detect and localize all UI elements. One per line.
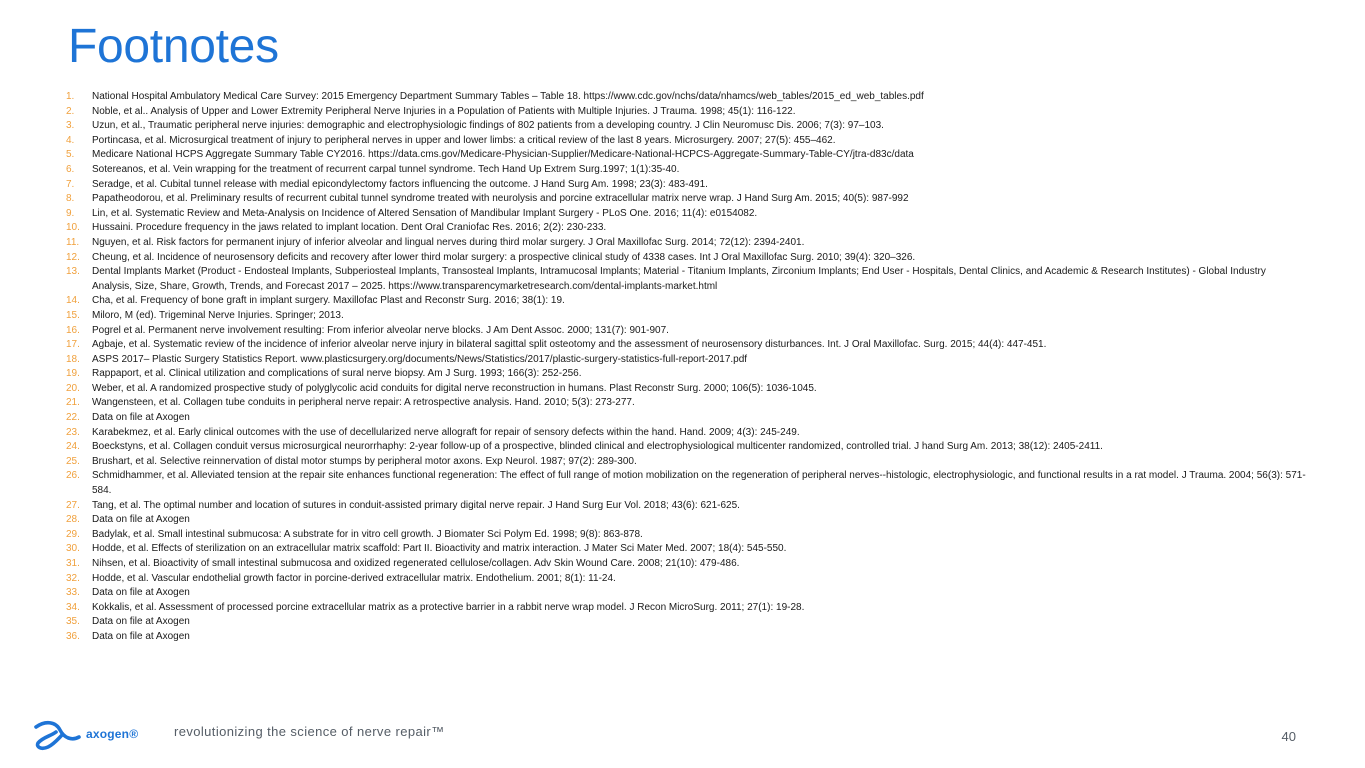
footnote-item <box>66 469 1306 498</box>
footnote-item <box>66 338 1306 353</box>
footnote-text: Hodde, et al. Vascular endothelial growth factor in porcine-derived extracellular matrix. Endothelium. 2001; 8(1): 11-24. <box>92 572 616 584</box>
footnote-number: 17. <box>66 339 80 351</box>
footnote-item <box>66 528 1306 543</box>
footnote-item <box>66 324 1306 339</box>
footnote-text: Data on file at Axogen <box>92 630 190 642</box>
footnote-text: Cha, et al. Frequency of bone graft in implant surgery. Maxillofac Plast and Reconstr Surg. 2016; 38(1): 19. <box>92 295 565 307</box>
footnote-item <box>66 105 1306 120</box>
footnote-number: 3. <box>66 120 75 132</box>
footnote-item <box>66 178 1306 193</box>
footnote-number: 9. <box>66 207 75 219</box>
footnote-item <box>66 426 1306 441</box>
footnote-number: 36. <box>66 630 80 642</box>
footnote-text: Rappaport, et al. Clinical utilization and complications of sural nerve biopsy. Am J Surg. 1993; 166(3): 252-256. <box>92 368 582 380</box>
footnote-text: Seradge, et al. Cubital tunnel release with medial epicondylectomy factors influencing the outcome. J Hand Surg Am. 1998; 23(3): 483-491. <box>92 178 708 190</box>
footnote-item <box>66 455 1306 470</box>
footnote-number: 25. <box>66 455 80 467</box>
footnote-item <box>66 192 1306 207</box>
footnote-text: Miloro, M (ed). Trigeminal Nerve Injuries. Springer; 2013. <box>92 309 344 321</box>
footnote-number: 20. <box>66 382 80 394</box>
footnote-item <box>66 615 1306 630</box>
footnote-item <box>66 119 1306 134</box>
footnote-number: 5. <box>66 149 75 161</box>
footnote-number: 18. <box>66 353 80 365</box>
footnote-text: Hodde, et al. Effects of sterilization on an extracellular matrix scaffold: Part II. Bioactivity and matrix interaction. J Mater Sci Mater Med. 2007; 18(4): 545-550. <box>92 543 787 555</box>
footnote-number: 8. <box>66 193 75 205</box>
footnote-text: Medicare National HCPS Aggregate Summary Table CY2016. https://data.cms.gov/Medicare-Physician-Supplier/Medicare-National-HCPCS-Aggregate-Summary-Table-CY/jtra-d83c/data <box>92 149 914 161</box>
footnote-number: 34. <box>66 601 80 613</box>
page-title: Footnotes <box>68 20 279 73</box>
footnote-number: 14. <box>66 295 80 307</box>
footnote-text: Badylak, et al. Small intestinal submucosa: A substrate for in vitro cell growth. J Biomater Sci Polym Ed. 1998; 9(8): 863-878. <box>92 528 643 540</box>
footnote-number: 32. <box>66 572 80 584</box>
footnote-text: Data on file at Axogen <box>92 514 190 526</box>
footnote-item <box>66 542 1306 557</box>
footnote-item <box>66 221 1306 236</box>
footnote-number: 22. <box>66 412 80 424</box>
footnote-number: 12. <box>66 251 80 263</box>
footnote-item <box>66 148 1306 163</box>
footnote-text: Schmidhammer, et al. Alleviated tension at the repair site enhances functional regeneration: The effect of full range of motion mobilization on the regeneration of peripheral nerves--histologic, electrophysiologic, and functional results in a rat model. J Trauma. 2004; 56(3): 571-584. <box>92 470 1306 497</box>
footnote-number: 6. <box>66 163 75 175</box>
footnote-item <box>66 207 1306 222</box>
footnote-number: 28. <box>66 514 80 526</box>
footnote-text: Data on file at Axogen <box>92 412 190 424</box>
footnote-text: Cheung, et al. Incidence of neurosensory deficits and recovery after lower third molar surgery: a prospective clinical study of 4338 cases. Int J Oral Maxillofac Surg. 2010; 39(4): 320–326. <box>92 251 916 263</box>
footnote-text: Papatheodorou, et al. Preliminary results of recurrent cubital tunnel syndrome treated with neurolysis and porcine extracellular matrix nerve wrap. J Hand Surg Am. 2015; 40(5): 987-992 <box>92 193 909 205</box>
footnote-item <box>66 265 1306 294</box>
footnote-number: 15. <box>66 309 80 321</box>
footnote-item <box>66 630 1306 645</box>
footnote-number: 16. <box>66 324 80 336</box>
footnote-text: Boeckstyns, et al. Collagen conduit versus microsurgical neurorrhaphy: 2-year follow-up of a prospective, blinded clinical and electrophysiological multicenter randomized, controlled trial. J hand Surg Am. 2013; 38(12): 2405-2411. <box>92 441 1103 453</box>
footnote-text: Noble, et al.. Analysis of Upper and Lower Extremity Peripheral Nerve Injuries in a Population of Patients with Multiple Injuries. J Trauma. 1998; 45(1): 116-122. <box>92 105 796 117</box>
footnote-text: Data on file at Axogen <box>92 587 190 599</box>
footnote-number: 26. <box>66 470 80 482</box>
footnote-number: 35. <box>66 616 80 628</box>
footnote-item <box>66 90 1306 105</box>
axogen-logo <box>32 717 138 751</box>
footnotes-list <box>66 90 1306 645</box>
footnote-number: 27. <box>66 499 80 511</box>
footnote-item <box>66 236 1306 251</box>
footnote-item <box>66 251 1306 266</box>
footnote-text: Pogrel et al. Permanent nerve involvement resulting: From inferior alveolar nerve blocks. J Am Dent Assoc. 2000; 131(7): 901-907. <box>92 324 669 336</box>
footnote-text: Data on file at Axogen <box>92 616 190 628</box>
footnote-item <box>66 586 1306 601</box>
footnote-text: Sotereanos, et al. Vein wrapping for the treatment of recurrent carpal tunnel syndrome. Tech Hand Up Extrem Surg.1997; 1(1):35-40. <box>92 163 680 175</box>
footnote-number: 11. <box>66 236 80 248</box>
page-number: 40 <box>1281 729 1296 744</box>
footnote-text: Agbaje, et al. Systematic review of the incidence of inferior alveolar nerve injury in bilateral sagittal split osteotomy and the assessment of neurosensory disturbances. Int. J Oral Maxillofac. Surg. 2015; 44(4): 447-451. <box>92 339 1047 351</box>
footnote-item <box>66 411 1306 426</box>
footnote-text: Portincasa, et al. Microsurgical treatment of injury to peripheral nerves in upper and lower limbs: a critical review of the last 8 years. Microsurgery. 2007; 27(5): 455–462. <box>92 134 836 146</box>
footnote-number: 29. <box>66 528 80 540</box>
footnote-text: Lin, et al. Systematic Review and Meta-Analysis on Incidence of Altered Sensation of Mandibular Implant Surgery - PLoS One. 2016; 11(4): e0154082. <box>92 207 758 219</box>
footnote-item <box>66 294 1306 309</box>
footnote-item <box>66 499 1306 514</box>
footnote-text: Tang, et al. The optimal number and location of sutures in conduit-assisted primary digital nerve repair. J Hand Surg Eur Vol. 2018; 43(6): 621-625. <box>92 499 740 511</box>
footnote-number: 31. <box>66 558 80 569</box>
footnote-number: 21. <box>66 397 80 409</box>
footnote-text: Dental Implants Market (Product - Endosteal Implants, Subperiosteal Implants, Transosteal Implants, Intramucosal Implants; Material - Titanium Implants, Zirconium Implants; End User - Hospitals, Dental Clinics, and Academic & Research Institutes) - Global Industry Analysis, Size, Share, Growth, Trends, and Forecast 2017 – 2025. https://www.transparencymarketresearch.com/dental-implants-market.html <box>92 266 1266 292</box>
footnote-number: 23. <box>66 426 80 438</box>
footnote-text: ASPS 2017– Plastic Surgery Statistics Report. www.plasticsurgery.org/documents/News/Statistics/2017/plastic-surgery-statistics-full-report-2017.pdf <box>92 353 748 365</box>
footnote-text: Weber, et al. A randomized prospective study of polyglycolic acid conduits for digital nerve reconstruction in humans. Plast Reconstr Surg. 2000; 106(5): 1036-1045. <box>92 382 817 394</box>
footnote-number: 19. <box>66 368 80 380</box>
footnote-item <box>66 557 1306 572</box>
footnote-text: Hussaini. Procedure frequency in the jaws related to implant location. Dent Oral Craniofac Res. 2016; 2(2): 230-233. <box>92 222 607 234</box>
footnote-item <box>66 440 1306 455</box>
footnote-text: National Hospital Ambulatory Medical Care Survey: 2015 Emergency Department Summary Tables – Table 18. https://www.cdc.gov/nchs/data/nhamcs/web_tables/2015_ed_web_tables.pdf <box>92 91 924 102</box>
footnote-number: 33. <box>66 587 80 599</box>
tagline: revolutionizing the science of nerve repair™ <box>174 724 445 739</box>
footnote-text: Brushart, et al. Selective reinnervation of distal motor stumps by peripheral motor axons. Exp Neurol. 1987; 97(2): 289-300. <box>92 455 637 467</box>
footnote-number: 30. <box>66 543 80 555</box>
footnote-text: Karabekmez, et al. Early clinical outcomes with the use of decellularized nerve allograft for repair of sensory defects within the hand. Hand. 2009; 4(3): 245-249. <box>92 426 800 438</box>
footnote-number: 4. <box>66 134 75 146</box>
footnote-item <box>66 396 1306 411</box>
footnote-item <box>66 309 1306 324</box>
footnote-item <box>66 367 1306 382</box>
footnote-number: 13. <box>66 266 80 278</box>
footnote-item <box>66 353 1306 368</box>
footnote-number: 24. <box>66 441 80 453</box>
footnote-number: 1. <box>66 91 75 102</box>
footnote-item <box>66 163 1306 178</box>
footnote-number: 10. <box>66 222 80 234</box>
footnote-number: 7. <box>66 178 75 190</box>
footnote-item <box>66 572 1306 587</box>
footnote-text: Nihsen, et al. Bioactivity of small intestinal submucosa and oxidized regenerated cellulose/collagen. Adv Skin Wound Care. 2008; 21(10): 479-486. <box>92 558 740 569</box>
footnote-item <box>66 601 1306 616</box>
footnote-text: Nguyen, et al. Risk factors for permanent injury of inferior alveolar and lingual nerves during third molar surgery. J Oral Maxillofac Surg. 2014; 72(12): 2394-2401. <box>92 236 805 248</box>
footnote-number: 2. <box>66 105 75 117</box>
footnote-text: Wangensteen, et al. Collagen tube conduits in peripheral nerve repair: A retrospective analysis. Hand. 2010; 5(3): 273-277. <box>92 397 635 409</box>
brand-name: axogen® <box>86 727 139 741</box>
axogen-logo-icon <box>32 717 82 751</box>
footnote-text: Kokkalis, et al. Assessment of processed porcine extracellular matrix as a protective barrier in a rabbit nerve wrap model. J Recon MicroSurg. 2011; 27(1): 19-28. <box>92 601 805 613</box>
footnote-item <box>66 513 1306 528</box>
footnote-text: Uzun, et al., Traumatic peripheral nerve injuries: demographic and electrophysiologic findings of 802 patients from a developing country. J Clin Neuromusc Dis. 2006; 7(3): 97–103. <box>92 120 884 132</box>
footnote-item <box>66 382 1306 397</box>
footnote-item <box>66 134 1306 149</box>
